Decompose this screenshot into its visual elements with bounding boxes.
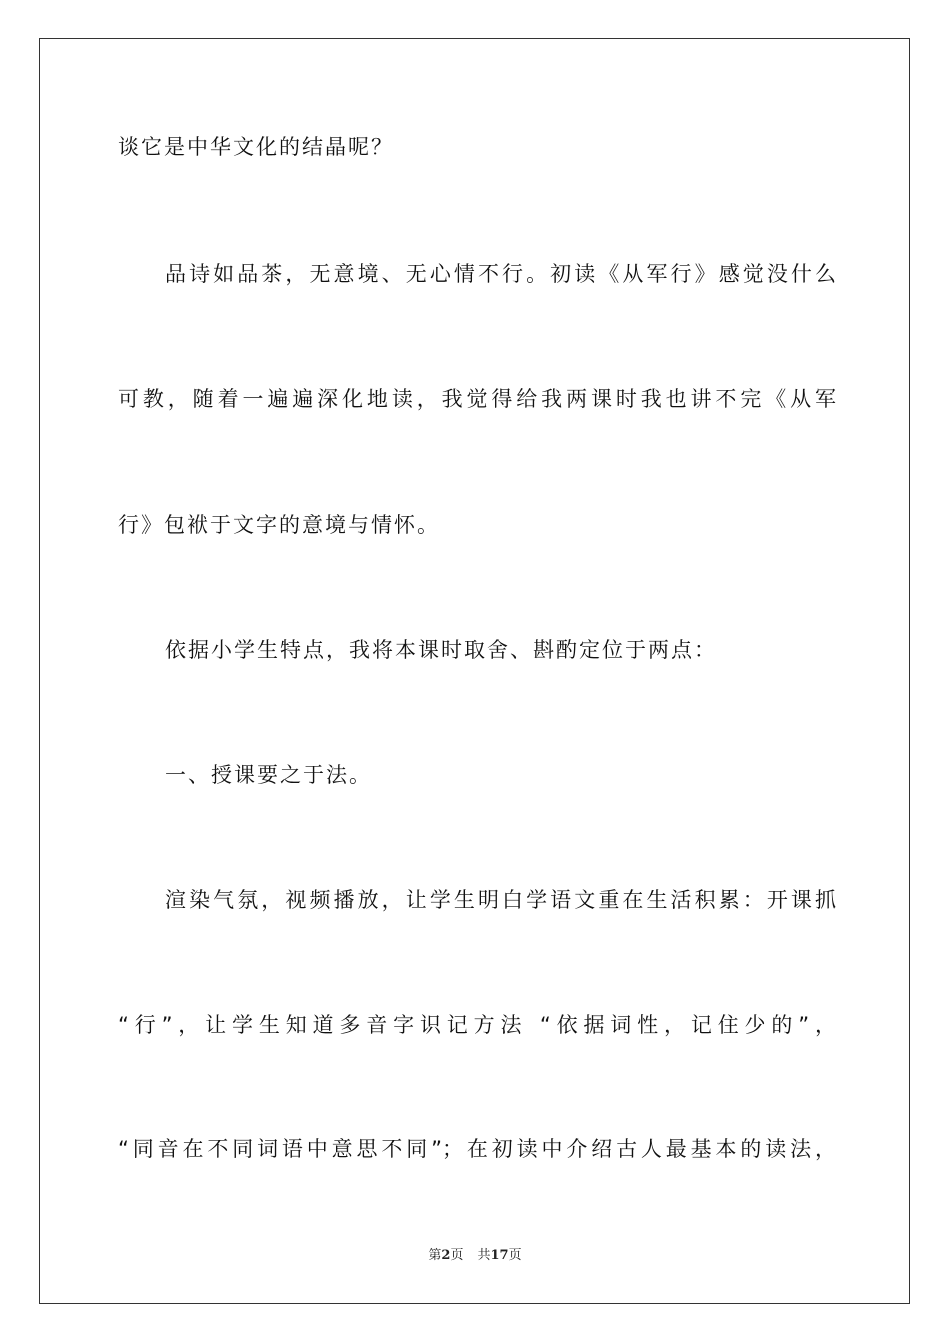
text-line-3: 可教，随着一遍遍深化地读，我觉得给我两课时我也讲不完《从军	[118, 387, 836, 411]
total-label-prefix: 共	[477, 1248, 491, 1263]
text-line-6: 一、授课要之于法。	[165, 763, 372, 787]
total-label-suffix: 页	[508, 1248, 522, 1263]
page-number: 2	[441, 1248, 451, 1263]
text-line-5: 依据小学生特点，我将本课时取舍、斟酌定位于两点：	[165, 638, 717, 662]
text-line-8: “行”，让学生知道多音字识记方法 “依据词性，记住少的”，	[118, 1013, 836, 1037]
page-footer	[0, 1248, 950, 1264]
page-label-prefix: 第	[428, 1248, 442, 1263]
text-line-1: 谈它是中华文化的结晶呢？	[118, 135, 394, 159]
page-frame	[39, 38, 910, 1304]
total-pages: 17	[490, 1248, 509, 1263]
text-line-9: “同音在不同词语中意思不同”；在初读中介绍古人最基本的读法，	[118, 1137, 836, 1161]
text-line-2: 品诗如品茶，无意境、无心情不行。初读《从军行》感觉没什么	[165, 262, 836, 286]
text-line-7: 渲染气氛，视频播放，让学生明白学语文重在生活积累：开课抓	[165, 888, 836, 912]
text-line-4: 行》包袱于文字的意境与情怀。	[118, 513, 440, 537]
page-label-suffix: 页	[450, 1248, 464, 1263]
